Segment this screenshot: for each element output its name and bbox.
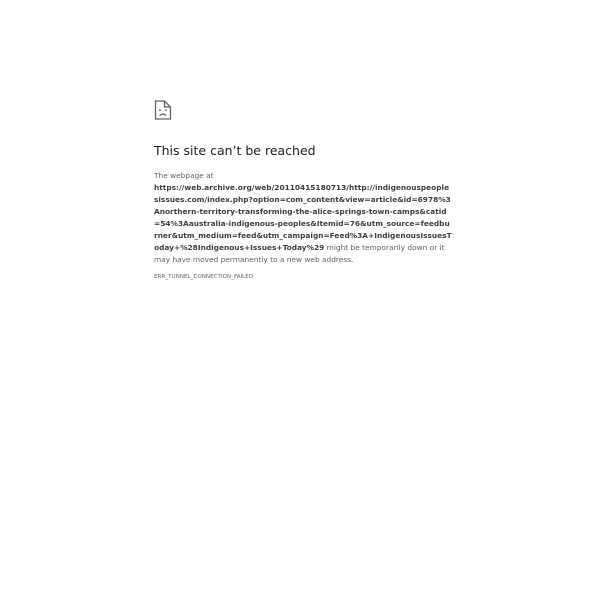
- description-prefix: The webpage at: [154, 171, 214, 180]
- error-content: [154, 100, 452, 282]
- page-title: This site can’t be reached: [154, 143, 316, 158]
- sad-page-icon: [154, 100, 172, 120]
- failed-url: https://web.archive.org/web/20110415180713/http://indigenouspeoplesissues.com/index.php?option=com_content&view=article&id=6978%3Anorthern-territory-transforming-the-alice-springs-town-camps&catid=54%3Aaustralia-indigenous-peoples&Itemid=76&utm_source=feedburner&utm_medium=feed&utm_campaign=Feed%3A+IndigenousIssuesToday+%28Indigenous+Issues+Today%29: [154, 183, 452, 252]
- error-code: ERR_TUNNEL_CONNECTION_FAILED: [154, 274, 254, 280]
- error-description: [154, 170, 452, 266]
- description-suffix: might be temporarily down or it may have moved permanently to a new web address.: [154, 243, 445, 264]
